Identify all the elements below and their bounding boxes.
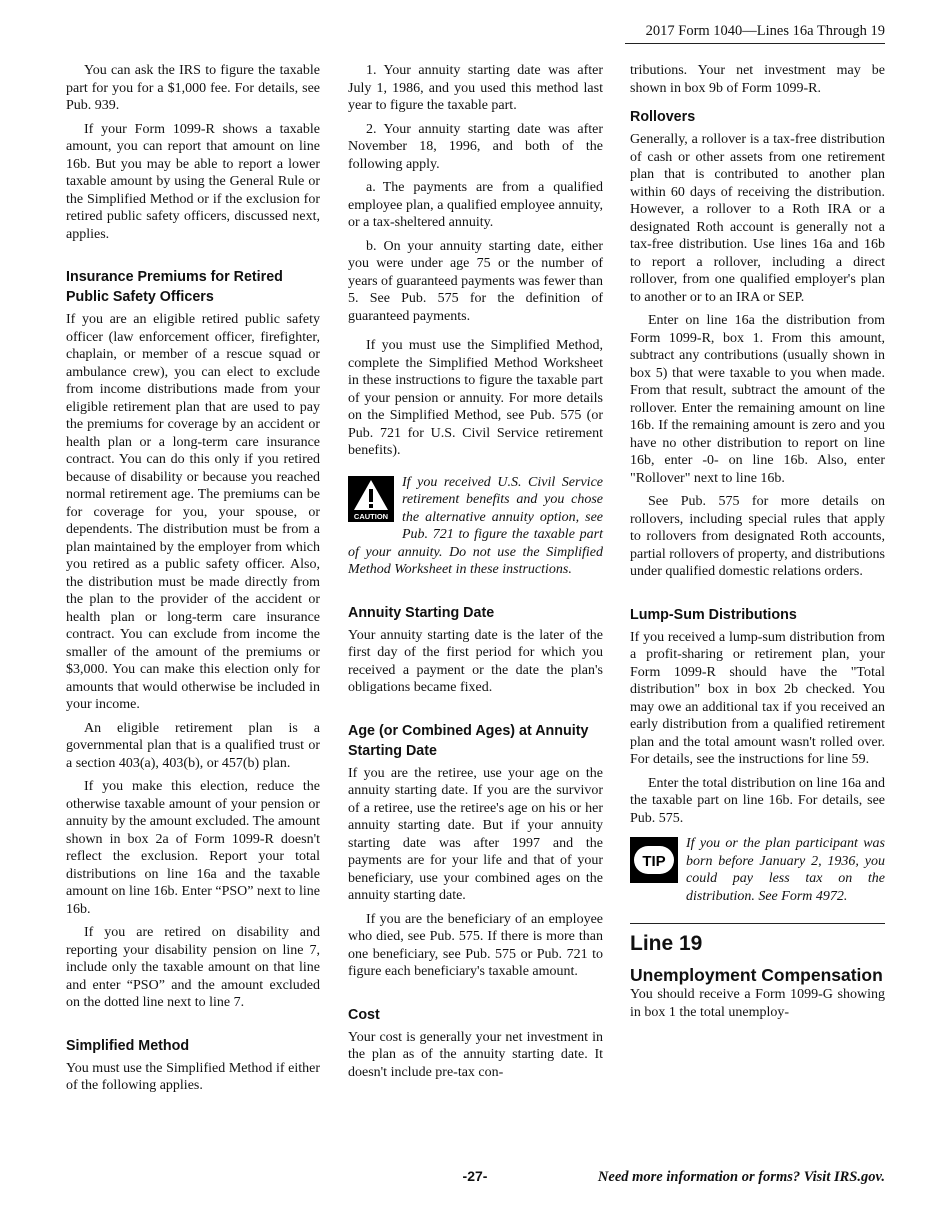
paragraph: If you must use the Simplified Method, complete the Simplified Method Worksheet in these instructions to figure the taxable part of your pension or annuity. For more details on the Simplified Method, see Pub. 575 (or Pub. 721 for U.S. Civil Service retirement benefits). bbox=[348, 338, 603, 458]
page-number: -27- bbox=[462, 1168, 488, 1184]
section-heading-annuity-starting-date: Annuity Starting Date bbox=[348, 604, 495, 621]
paragraph: Enter the total distribution on line 16a and the taxable part on line 16b. For details, see Pub. 575. bbox=[630, 775, 885, 826]
paragraph: You can ask the IRS to figure the taxable part for you for a $1,000 fee. For details, see Pub. 939. bbox=[66, 63, 320, 113]
section-heading-lump-sum-distributions: Lump-Sum Distributions bbox=[630, 606, 797, 623]
paragraph: If you are retired on disability and reporting your disability pension on line 7, include only the taxable amount on that line and enter “PSO” and the amount excluded on the dotted line next to line 7. bbox=[66, 925, 320, 1010]
caution-label: CAUTION bbox=[353, 511, 389, 521]
paragraph: If you are the beneficiary of an employee who died, see Pub. 575. If there is more than one beneficiary, see Pub. 575 or Pub. 721 to figure each beneficiary's taxable amount. bbox=[348, 911, 603, 979]
section-heading-cost: Cost bbox=[348, 1006, 380, 1023]
list-item: 2. Your annuity starting date was after November 18, 1996, and both of the following apply. bbox=[348, 121, 603, 172]
paragraph: You must use the Simplified Method if either of the following applies. bbox=[66, 1060, 320, 1093]
paragraph: If you are the retiree, use your age on the annuity starting date. If you are the survivor of a retiree, use the retiree's age on his or her annuity starting date. But if your annuity starting date was after 1997 and the payments are for your life and that of your beneficiary, use your combined ages on the annuity starting date. bbox=[348, 765, 603, 903]
paragraph: See Pub. 575 for more details on rollovers, including special rules that apply to rollovers from designated Roth accounts, partial rollovers of property, and distributions under qualified domestic relations orders. bbox=[630, 494, 885, 579]
column-3 bbox=[630, 62, 885, 1027]
tip-callout bbox=[630, 835, 885, 905]
paragraph: You should receive a Form 1099-G showing in box 1 the total unemploy- bbox=[630, 987, 885, 1020]
column-1 bbox=[66, 62, 320, 1101]
footer-note: Need more information or forms? Visit IRS.gov. bbox=[597, 1169, 885, 1185]
paragraph: If you received a lump-sum distribution from a profit-sharing or retirement plan, your Form 1099-R should have the "Total distribution" box in box 2b checked. You may owe an additional tax if you received an early distribution from a qualified retirement plan and the total amount wasn't rolled over. For details, see the instructions for line 59. bbox=[630, 629, 885, 767]
caution-icon bbox=[348, 476, 394, 527]
paragraph: An eligible retirement plan is a governmental plan that is a qualified trust or a section 403(a), 403(b), or 457(b) plan. bbox=[66, 720, 320, 771]
caution-text: If you received U.S. Civil Service retirement benefits and you chose the alternative annuity option, see Pub. 721 to figure the taxable part of your annuity. Do not use the Simplified Method Worksheet in these instructions. bbox=[348, 474, 603, 577]
paragraph: Enter on line 16a the distribution from Form 1099-R, box 1. From this amount, subtract any contributions (usually shown in box 5) that were taxable to you when made. From that result, subtract the amount of the rollover. Enter the remaining amount on line 16b. If the remaining amount is zero and you have no other distribution to report on line 16b, enter -0- on line 16b. Also, enter "Rollover" next to line 16b. bbox=[630, 313, 885, 486]
column-2 bbox=[348, 62, 603, 1087]
list-item: b. On your annuity starting date, either you were under age 75 or the number of years of guaranteed payments was fewer than 5. See Pub. 575 for the definition of guaranteed payments. bbox=[348, 238, 604, 324]
paragraph: Generally, a rollover is a tax-free distribution of cash or other assets from one retirement plan that is contributed to another plan within 60 days of receiving the distribution. However, a rollover to a Roth IRA or a designated Roth account is generally not a tax-free distribution. Use lines 16a and 16b to report a rollover, including a direct rollover, from one qualified employer's plan to another or to an IRA or SEP. bbox=[630, 132, 885, 305]
paragraph: If your Form 1099-R shows a taxable amount, you can report that amount on line 16b. But you may be able to report a lower taxable amount by using the General Rule or the Simplified Method or if the exclusion for retired public safety officers, discussed next, applies. bbox=[66, 121, 320, 242]
paragraph: Your annuity starting date is the later of the first day of the first period for which you received a payment or the date the plan's obligations became fixed. bbox=[348, 627, 603, 695]
section-heading-simplified-method: Simplified Method bbox=[66, 1037, 190, 1054]
section-heading-age-at-annuity-start: Age (or Combined Ages) at Annuity Starting Date bbox=[348, 722, 589, 759]
tip-icon bbox=[630, 837, 678, 888]
section-heading-insurance-premiums: Insurance Premiums for Retired Public Safety Officers bbox=[66, 269, 283, 305]
paragraph: If you make this election, reduce the otherwise taxable amount of your pension or annuity by the amount excluded. The amount shown in box 2a of Form 1099-R doesn't reflect the exclusion. Report your total distributions on line 16a and the taxable amount on line 16b. Enter “PSO” next to line 16b. bbox=[66, 779, 320, 917]
section-divider bbox=[630, 923, 885, 924]
caution-callout bbox=[348, 474, 603, 579]
section-heading-rollovers: Rollovers bbox=[630, 109, 696, 125]
paragraph: tributions. Your net investment may be shown in box 9b of Form 1099-R. bbox=[630, 63, 885, 96]
paragraph: If you are an eligible retired public safety officer (law enforcement officer, firefighter, chaplain, or member of a rescue squad or ambulance crew), you can elect to exclude from income distributions made from your eligible retirement plan that are used to pay the premiums for coverage by an accident or health plan or a long-term care insurance contract. You can do this only if you retired because of disability or because you reached normal retirement age. The premiums can be for coverage for you, your spouse, or dependents. The distribution must be from a plan maintained by the employer from which you retired as a public safety officer. Also, the distribution must be made directly from the plan to the provider of the accident or health plan or long-term care insurance contract. You can exclude from income the smaller of the amount of the premiums or $3,000. You can make this election only for amounts that would otherwise be included in your income. bbox=[66, 312, 320, 712]
line-heading: Line 19 bbox=[630, 932, 703, 955]
running-head: 2017 Form 1040—Lines 16a Through 19 bbox=[625, 23, 885, 44]
tip-label: TIP bbox=[642, 853, 666, 870]
list-item: 1. Your annuity starting date was after July 1, 1986, and you used this method last year to figure the taxable part. bbox=[348, 63, 603, 113]
paragraph: Your cost is generally your net investment in the plan as of the annuity starting date. It doesn't include pre-tax con- bbox=[348, 1029, 603, 1080]
line-subheading: Unemployment Compensation bbox=[630, 965, 883, 985]
tip-text: If you or the plan participant was born before January 2, 1936, you could pay less tax on the distribution. See Form 4972. bbox=[686, 836, 885, 904]
list-item: a. The payments are from a qualified employee plan, a qualified employee annuity, or a tax-sheltered annuity. bbox=[348, 180, 603, 230]
